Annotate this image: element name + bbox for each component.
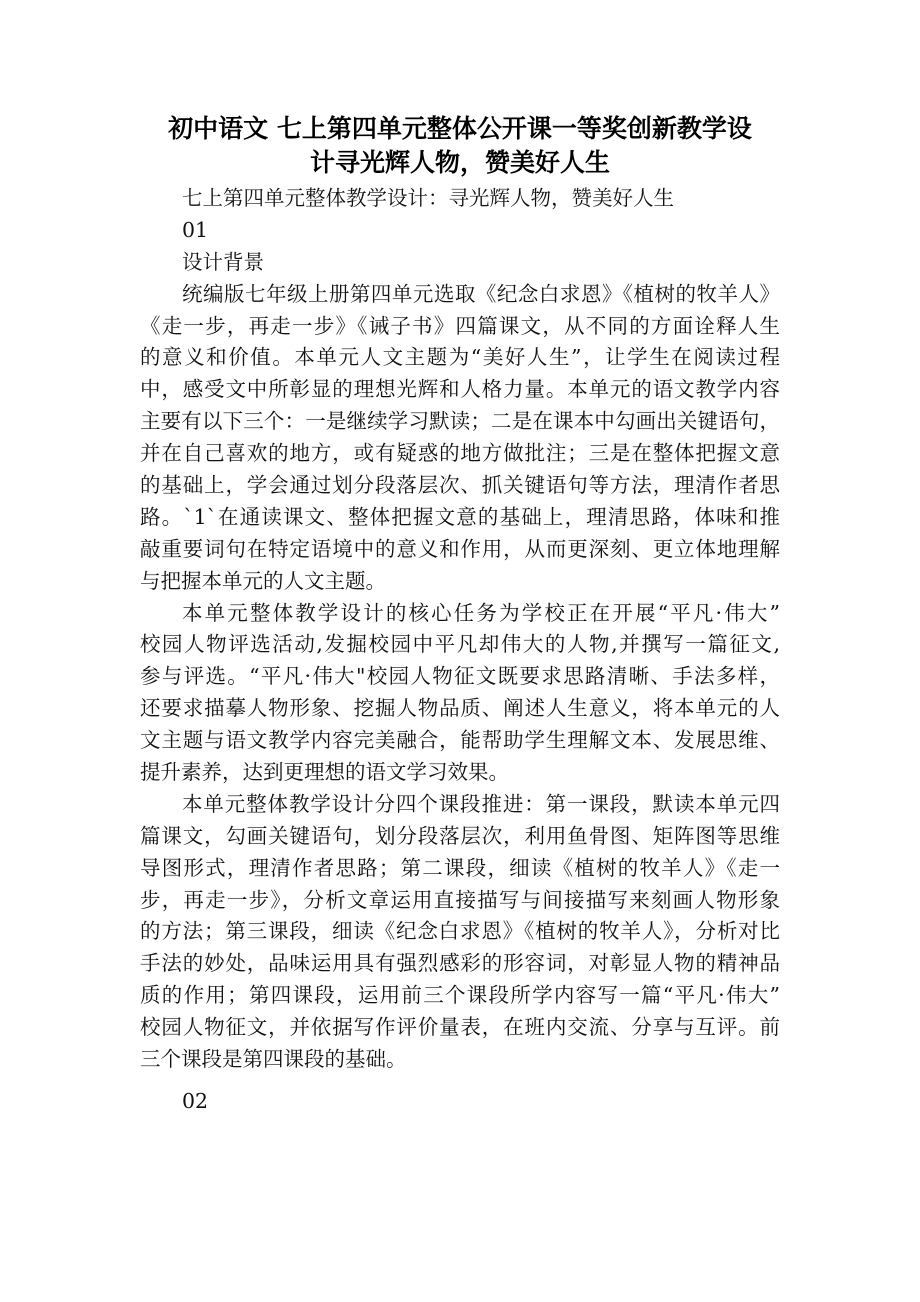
section-heading-design-background: 设计背景 [182, 249, 264, 274]
paragraph-1-line: 与把握本单元的人文主题。 [140, 568, 386, 593]
paragraph-2-line: 提升素养，达到更理想的语文学习效果。 [140, 760, 509, 785]
paragraph-1-line: 的基础上，学会通过划分段落层次、抓关键语句等方法，理清作者思 [140, 473, 780, 498]
paragraph-1-line: 主要有以下三个：一是继续学习默读；二是在课本中勾画出关键语句， [140, 409, 780, 434]
paragraph-3-line: 手法的妙处，品味运用具有强烈感彩的形容词，对彰显人物的精神品 [140, 951, 780, 976]
paragraph-1-line: 的意义和价值。本单元人文主题为“美好人生”，让学生在阅读过程 [140, 345, 780, 370]
paragraph-1-line: 《走一步，再走一步》《诫子书》四篇课文，从不同的方面诠释人生 [140, 313, 780, 338]
paragraph-3-line: 三个课段是第四课段的基础。 [140, 1047, 407, 1072]
section-number-01: 01 [182, 217, 209, 242]
paragraph-1-line: 统编版七年级上册第四单元选取《纪念白求恩》《植树的牧羊人》 [182, 281, 780, 306]
paragraph-3-line: 本单元整体教学设计分四个课段推进：第一课段，默读本单元四 [182, 791, 780, 816]
paragraph-3-line: 质的作用；第四课段，运用前三个课段所学内容写一篇“平凡·伟大” [140, 983, 780, 1008]
paragraph-1 [140, 279, 780, 598]
document-body [140, 183, 780, 1118]
paragraph-3-line: 步，再走一步》，分析文章运用直接描写与间接描写来刻画人物形象 [140, 887, 780, 912]
paragraph-3-line: 的方法；第三课段，细读《纪念白求恩》《植树的牧羊人》，分析对比 [140, 919, 780, 944]
title-line-1: 初中语文 七上第四单元整体公开课一等奖创新教学设 [168, 114, 752, 143]
paragraph-2 [140, 598, 780, 789]
paragraph-3 [140, 789, 780, 1076]
paragraph-1-line: 中，感受文中所彰显的理想光辉和人格力量。本单元的语文教学内容 [140, 377, 780, 402]
section-gap [140, 1076, 780, 1086]
paragraph-2-line: 校园人物评选活动,发掘校园中平凡却伟大的人物,并撰写一篇征文, [140, 632, 780, 657]
title-line-2: 计寻光辉人物，赞美好人生 [309, 148, 610, 177]
paragraph-3-line: 校园人物征文，并依据写作评价量表，在班内交流、分享与互评。前 [140, 1015, 780, 1040]
paragraph-2-line: 还要求描摹人物形象、挖掘人物品质、阐述人生意义，将本单元的人 [140, 696, 780, 721]
section-number-02: 02 [182, 1088, 209, 1113]
paragraph-2-line: 参与评选。“平凡·伟大"校园人物征文既要求思路清晰、手法多样， [140, 664, 780, 689]
paragraph-1-line: 并在自己喜欢的地方，或有疑惑的地方做批注；三是在整体把握文意 [140, 441, 780, 466]
paragraph-1-line: 敲重要词句在特定语境中的意义和作用，从而更深刻、更立体地理解 [140, 536, 780, 561]
paragraph-3-line: 导图形式，理清作者思路；第二课段，细读《植树的牧羊人》《走一 [140, 855, 780, 880]
document-title [140, 112, 780, 180]
paragraph-1-line: 路。`1`在通读课文、整体把握文意的基础上，理清思路，体味和推 [140, 504, 780, 529]
paragraph-2-line: 本单元整体教学设计的核心任务为学校正在开展“平凡·伟大” [182, 600, 780, 625]
document-subtitle: 七上第四单元整体教学设计：寻光辉人物，赞美好人生 [182, 186, 674, 210]
paragraph-2-line: 文主题与语文教学内容完美融合，能帮助学生理解文本、发展思维、 [140, 728, 780, 753]
paragraph-3-line: 篇课文，勾画关键语句，划分段落层次，利用鱼骨图、矩阵图等思维 [140, 823, 780, 848]
